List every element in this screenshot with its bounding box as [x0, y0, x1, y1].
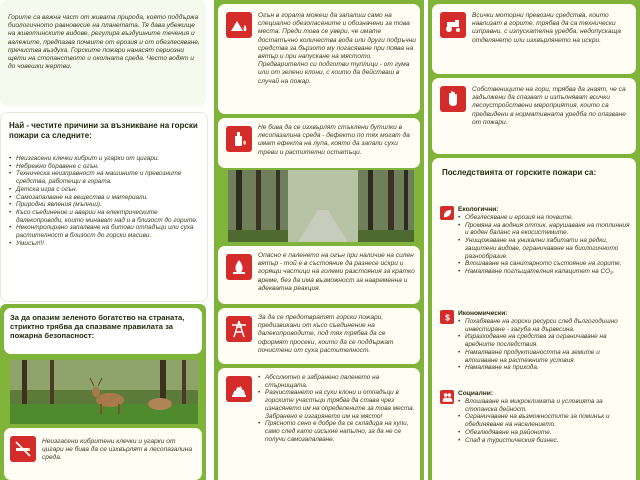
causes-heading: Най - честите причини за възникване на горски пожари са следните:	[9, 121, 198, 140]
svg-text:$: $	[444, 312, 450, 323]
rule-glass-card	[218, 118, 420, 168]
rule-cigarettes-text: Неизгасени кибритени клечки и угарки от цигари не бива да се изхвърлят в лесопазалина среда.	[42, 438, 193, 462]
causes-list	[9, 155, 201, 247]
eco-list	[458, 214, 630, 276]
list-item: • Промяна на водния оттик, нарушаване на топлинния и воден баланс на екосистемите.	[458, 222, 630, 237]
list-item: • Неконтролирано запалване на битови отпадъци или суха растителност в близост до горски масиви.	[9, 224, 201, 239]
rule-cigarettes-card	[4, 428, 202, 480]
stop-hand-icon	[440, 86, 466, 112]
list-item: • Влошаване на микроклимата и условията за стопанска дейност.	[458, 398, 630, 413]
rule-owners-text: Собствениците на гори, трябва да знаят, че са задължени да спазват и изпълняват всички лесоустройствени мероприятия, които са предвидени в нормативната уредба по опазване от пожари.	[472, 86, 626, 126]
list-item: • Природни явления (мълнии).	[9, 201, 201, 209]
list-item: • Спад в туристическия бизнес.	[458, 437, 630, 445]
list-item: • Пряснoто сено е добре да се складира на купи, само след като изсъхне напълно, за да не се получи самозапалване.	[258, 420, 416, 443]
rule-burning-card	[218, 368, 420, 480]
rule-powerline-text: За да се предотвратят горски пожари, предизвикани от късо съединение на далекопроводите, под тях трябва да се оформят просеки, които да се поддържат почистени от суха растителност.	[258, 314, 394, 354]
consequences-heading: Последствията от горските пожари са:	[442, 168, 597, 177]
soc-heading: Социални:	[458, 390, 493, 397]
list-item: • Ограничаване на възможностите за поминък и обединяване на населението.	[458, 413, 630, 428]
econ-heading: Икономически:	[458, 310, 508, 317]
list-item: • Небрежно боравене с огън.	[9, 163, 201, 171]
list-item: • Детска игра с огън.	[9, 186, 201, 194]
list-item: • Намаляване продуктивността на земите и влошаване на растежните условия.	[458, 349, 630, 364]
burning-field-icon	[226, 376, 252, 402]
rule-powerline-card	[218, 308, 420, 364]
rule-owners-card	[432, 78, 636, 154]
column-right	[428, 0, 640, 480]
eco-heading: Екологични:	[458, 206, 499, 213]
rule-burning-list	[258, 374, 416, 443]
people-icon	[440, 390, 454, 404]
misty-forest-photo	[228, 170, 414, 242]
deer-photo	[10, 360, 198, 424]
rule-wind-card	[218, 246, 420, 304]
list-item: • Самозапалване на вещества и материали.	[9, 194, 201, 202]
list-item: • Изразходване на средства за ограничаване на вредните последствия.	[458, 333, 630, 348]
causes-card	[0, 112, 208, 302]
protect-heading: За да опазим зеленото богатство на страната, стриктно трябва да спазваме правилата за пожарна безопасност:	[10, 313, 185, 340]
list-item: • Обезлесяване и ерозия на почвите.	[458, 214, 630, 222]
forest-path-image	[228, 170, 414, 242]
soc-section	[458, 390, 630, 444]
econ-section	[458, 310, 630, 372]
tractor-icon	[440, 12, 466, 38]
bottle-fire-icon	[226, 126, 252, 152]
consequences-card	[432, 158, 636, 480]
list-item: • Умисъл!!!	[9, 240, 201, 248]
tent-fire-icon	[226, 12, 252, 38]
column-middle	[214, 0, 424, 480]
leaf-icon	[440, 206, 454, 220]
intro-card	[0, 0, 206, 106]
list-item: • Похабяване на горски ресурси след дългогодишно инвестиране - загуба на дървесина.	[458, 318, 630, 333]
deer-forest-image	[10, 360, 198, 424]
list-item: • Намаляване поглъщателния капацитет на CO₂.	[458, 268, 630, 276]
econ-list	[458, 318, 630, 372]
list-item: • Абсолютно е забранено паленето на стърнищата.	[258, 374, 416, 389]
no-fire-icon	[226, 254, 252, 280]
intro-text: Горите са важна част от живата природа, която поддържа биологичното равновесие на планетата. Тя дава убежище на животинските видове, регулира въздушните течения и валежите, предпазва почвите от ерозия и от обезлесяване, пречиства въздуха. Горските пожари нанасят сериозни щети на стопанството и околната среда. Често водят и до човешки жертви.	[8, 14, 200, 71]
rule-glass-text: Не бива да се изхвърлят стъклени бутилки в лесопазалина среда - дефекти по тях могат да имат ефекта на лупа, която да запали сухи треви и растителни остатъци.	[258, 124, 410, 156]
power-pylon-icon	[226, 316, 252, 342]
list-item: • Влошаване на санитарното състояние на горите.	[458, 260, 630, 268]
protect-heading-card	[4, 308, 202, 354]
no-cigarette-icon	[10, 436, 36, 462]
rule-wind-text: Опасно е паленето на огън при наличие на силен вятър - той е в състояние да разнесе искри и горящи частици на големи разстояния за кратко време, без да има възможност за навременна и адекватна реакция.	[258, 252, 415, 292]
rule-vehicles-text: Всички моторни превозни средства, които навлизат в горите, трябва да са технически изправни, с изпускателна уредба, недопускаща отделянето или изхвърлянето на искри.	[472, 12, 621, 44]
list-item: • Унищожаване на уникални хабитати на редки, защитени видове, ограничаване на биологичното разнообразие.	[458, 237, 630, 260]
protect-panel	[0, 304, 206, 480]
list-item: • Разчистването на сухи клони и отпадъци в горските участъци трябва да става чрез изнасянето им на определените за това места. Забранено е изгарянето им на място!	[258, 389, 416, 420]
list-item: • Неизгасени клечки кибрит и угарки от цигари.	[9, 155, 201, 163]
rule-campfire-card	[218, 4, 420, 114]
soc-list	[458, 398, 630, 444]
dollar-icon	[440, 310, 454, 324]
list-item: • Намаляване на прихода.	[458, 364, 630, 372]
list-item: • Техническа неизправност на машините и превозните средства, работещи в гората.	[9, 170, 201, 185]
list-item: • Късо съединение и аварии на електрическите далекопроводи, които минават над и в близост до горите.	[9, 209, 201, 224]
rule-vehicles-card	[432, 4, 636, 74]
column-left	[0, 0, 210, 480]
rule-campfire-text: Огън в гората можеш да запалиш само на специално обезопасените и обозначени за това места. Преди това се увери, че имате достатъчно количества вода или други подръчни средства за бързото му погасяване при поява на вятър и при напускане на мястото. Предварително си подготви туплици - от гума или от зелени клони, с които да действаш в случай на пожар.	[258, 12, 416, 85]
list-item: • Обезлюдяване на районите.	[458, 429, 630, 437]
eco-section	[458, 206, 630, 276]
